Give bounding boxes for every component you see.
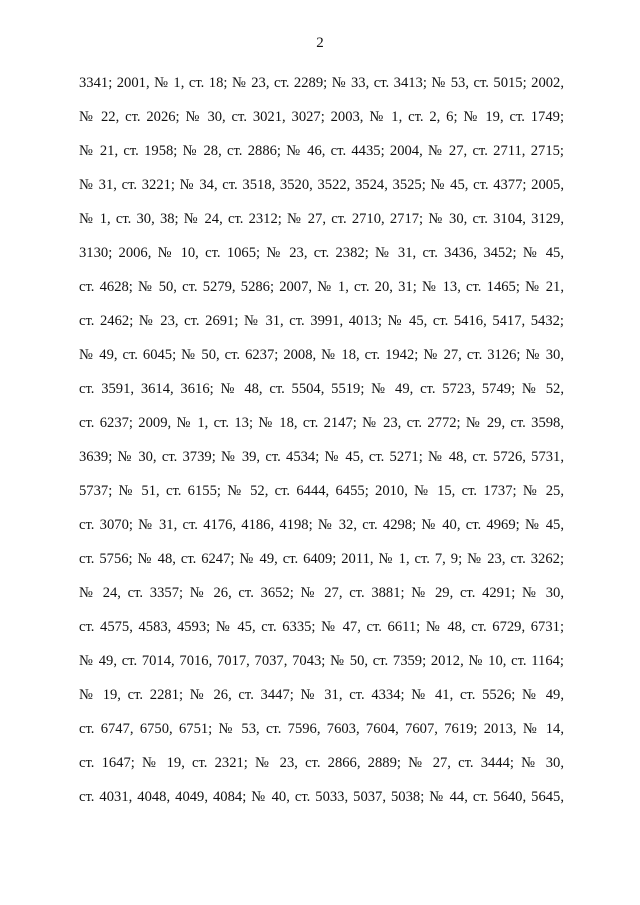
- text-line: ст. 6747, 6750, 6751; № 53, ст. 7596, 7603, 7604, 7607, 7619; 2013, № 14,: [79, 721, 564, 737]
- text-line: 3341; 2001, № 1, ст. 18; № 23, ст. 2289; № 33, ст. 3413; № 53, ст. 5015; 2002,: [79, 75, 564, 91]
- text-line: № 19, ст. 2281; № 26, ст. 3447; № 31, ст. 4334; № 41, ст. 5526; № 49,: [79, 687, 564, 703]
- text-line: 5737; № 51, ст. 6155; № 52, ст. 6444, 6455; 2010, № 15, ст. 1737; № 25,: [79, 483, 564, 499]
- text-line: № 24, ст. 3357; № 26, ст. 3652; № 27, ст. 3881; № 29, ст. 4291; № 30,: [79, 585, 564, 601]
- text-line: ст. 4628; № 50, ст. 5279, 5286; 2007, № 1, ст. 20, 31; № 13, ст. 1465; № 21,: [79, 279, 564, 295]
- text-line: 3130; 2006, № 10, ст. 1065; № 23, ст. 2382; № 31, ст. 3436, 3452; № 45,: [79, 245, 564, 261]
- text-line: № 22, ст. 2026; № 30, ст. 3021, 3027; 2003, № 1, ст. 2, 6; № 19, ст. 1749;: [79, 109, 564, 125]
- page-number: 2: [316, 35, 324, 51]
- text-line: № 49, ст. 7014, 7016, 7017, 7037, 7043; № 50, ст. 7359; 2012, № 10, ст. 1164;: [79, 653, 564, 669]
- text-line: № 1, ст. 30, 38; № 24, ст. 2312; № 27, ст. 2710, 2717; № 30, ст. 3104, 3129,: [79, 211, 564, 227]
- text-line: ст. 5756; № 48, ст. 6247; № 49, ст. 6409; 2011, № 1, ст. 7, 9; № 23, ст. 3262;: [79, 551, 564, 567]
- text-line: ст. 2462; № 23, ст. 2691; № 31, ст. 3991, 4013; № 45, ст. 5416, 5417, 5432;: [79, 313, 564, 329]
- text-line: ст. 1647; № 19, ст. 2321; № 23, ст. 2866, 2889; № 27, ст. 3444; № 30,: [79, 755, 564, 771]
- text-line: № 21, ст. 1958; № 28, ст. 2886; № 46, ст. 4435; 2004, № 27, ст. 2711, 2715;: [79, 143, 564, 159]
- text-line: 3639; № 30, ст. 3739; № 39, ст. 4534; № 45, ст. 5271; № 48, ст. 5726, 5731,: [79, 449, 564, 465]
- text-line: ст. 4575, 4583, 4593; № 45, ст. 6335; № 47, ст. 6611; № 48, ст. 6729, 6731;: [79, 619, 564, 635]
- text-line: ст. 6237; 2009, № 1, ст. 13; № 18, ст. 2147; № 23, ст. 2772; № 29, ст. 3598,: [79, 415, 564, 431]
- text-line: № 31, ст. 3221; № 34, ст. 3518, 3520, 3522, 3524, 3525; № 45, ст. 4377; 2005,: [79, 177, 564, 193]
- text-line: ст. 3070; № 31, ст. 4176, 4186, 4198; № 32, ст. 4298; № 40, ст. 4969; № 45,: [79, 517, 564, 533]
- text-line: ст. 4031, 4048, 4049, 4084; № 40, ст. 5033, 5037, 5038; № 44, ст. 5640, 5645,: [79, 789, 564, 805]
- text-line: ст. 3591, 3614, 3616; № 48, ст. 5504, 5519; № 49, ст. 5723, 5749; № 52,: [79, 381, 564, 397]
- document-body: [79, 72, 564, 820]
- text-line: № 49, ст. 6045; № 50, ст. 6237; 2008, № 18, ст. 1942; № 27, ст. 3126; № 30,: [79, 347, 564, 363]
